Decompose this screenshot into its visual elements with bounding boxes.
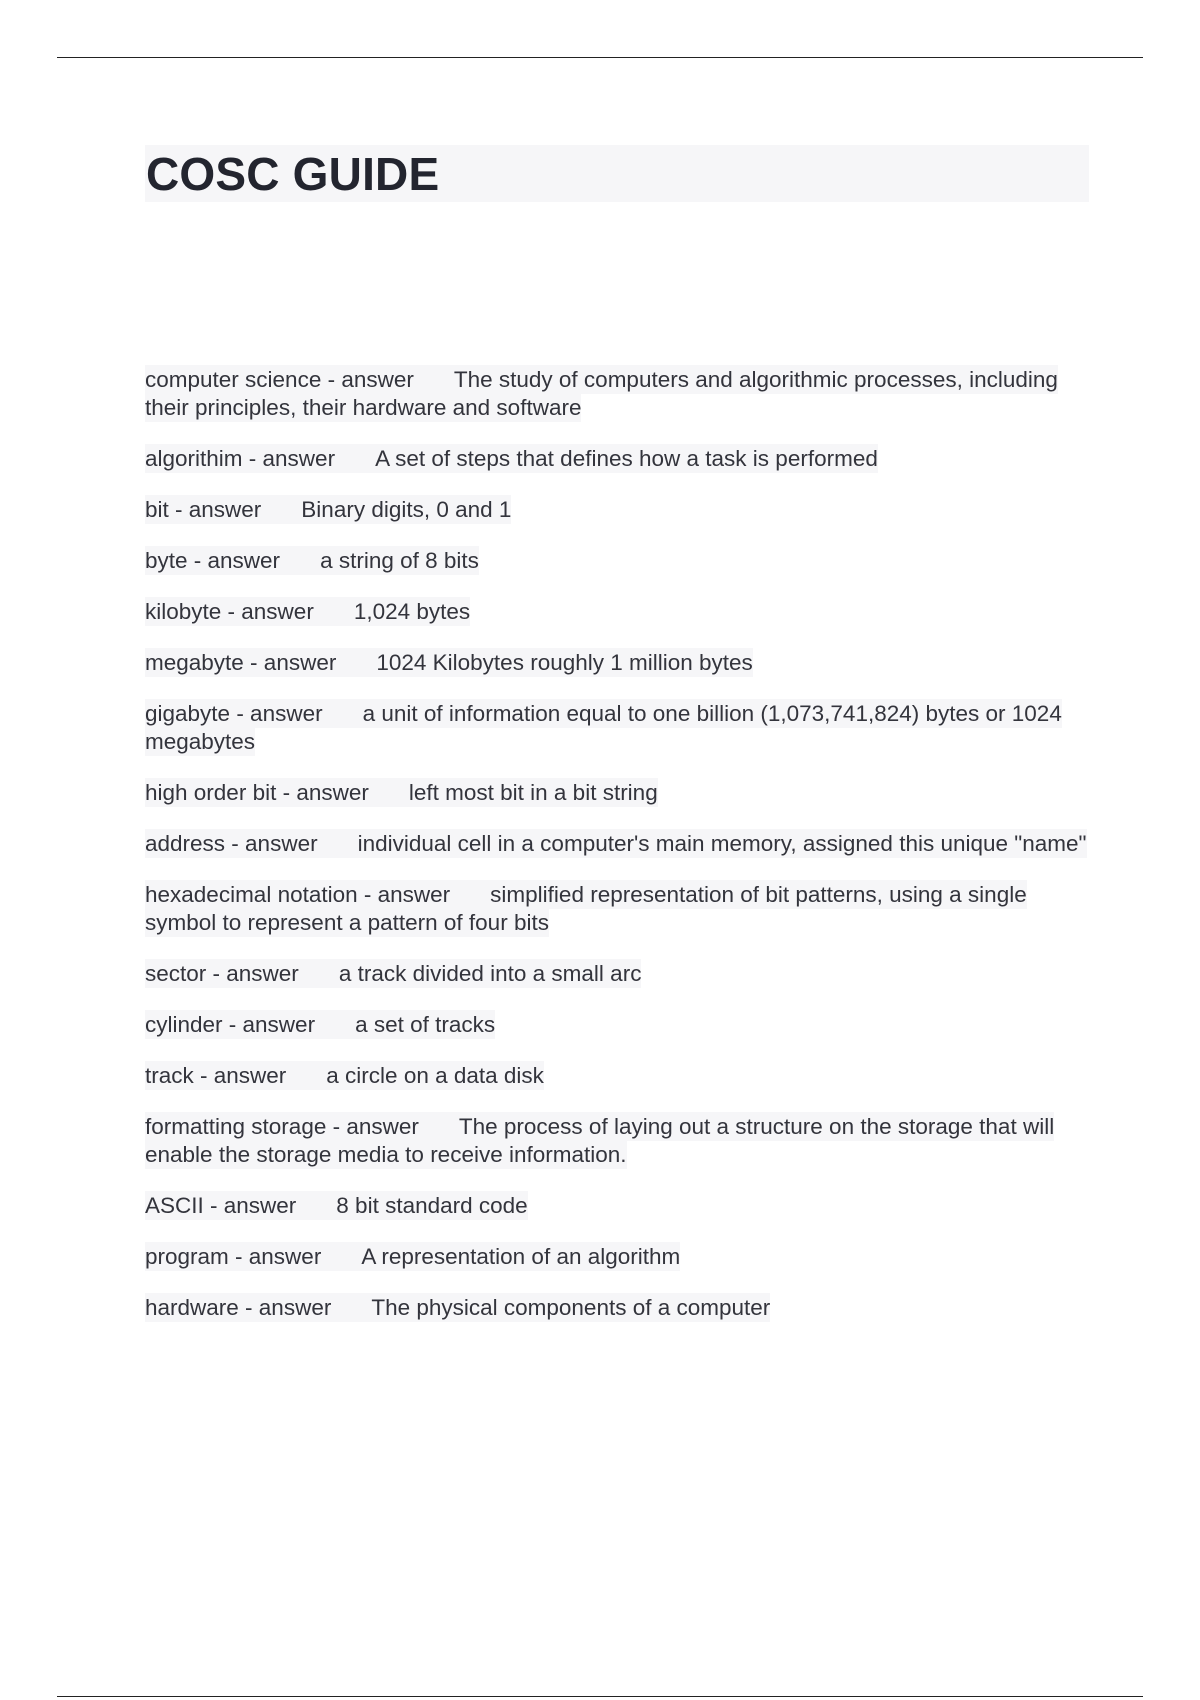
glossary-entry [145, 700, 1090, 756]
glossary-entry [145, 598, 1090, 626]
entry-term: hardware - answer [145, 1295, 332, 1320]
entry-term: byte - answer [145, 548, 281, 573]
glossary-entry [145, 830, 1090, 858]
glossary-entry [145, 547, 1090, 575]
document-title: COSC GUIDE [146, 148, 440, 200]
entry-term: kilobyte - answer [145, 599, 314, 624]
entry-definition: a circle on a data disk [326, 1063, 544, 1088]
entry-definition: individual cell in a computer's main memory, assigned this unique "name" [357, 831, 1087, 856]
entry-definition: The physical components of a computer [371, 1295, 771, 1320]
entry-term: address - answer [145, 831, 318, 856]
glossary-entry [145, 445, 1090, 473]
entry-term: megabyte - answer [145, 650, 337, 675]
entry-term: program - answer [145, 1244, 322, 1269]
entry-term: hexadecimal notation - answer [145, 882, 451, 907]
entry-definition: 1,024 bytes [353, 599, 471, 624]
entry-definition: 1024 Kilobytes roughly 1 million bytes [376, 650, 753, 675]
glossary-entry [145, 366, 1090, 422]
glossary-list [145, 366, 1090, 1345]
entry-definition: 8 bit standard code [336, 1193, 528, 1218]
bottom-rule [57, 1696, 1143, 1697]
glossary-entry [145, 1192, 1090, 1220]
entry-term: track - answer [145, 1063, 287, 1088]
entry-term: formatting storage - answer [145, 1114, 419, 1139]
entry-definition: The process of laying out a structure on the storage that will enable the storage media to receive information. [145, 1114, 1055, 1167]
entry-term: algorithim - answer [145, 446, 336, 471]
entry-term: ASCII - answer [145, 1193, 297, 1218]
top-rule [57, 57, 1143, 58]
glossary-entry [145, 779, 1090, 807]
glossary-entry [145, 1294, 1090, 1322]
entry-term: bit - answer [145, 497, 262, 522]
entry-definition: A representation of an algorithm [361, 1244, 681, 1269]
entry-definition: a string of 8 bits [320, 548, 479, 573]
entry-definition: a set of tracks [355, 1012, 496, 1037]
entry-definition: Binary digits, 0 and 1 [301, 497, 512, 522]
entry-definition: simplified representation of bit patterns, using a single symbol to represent a pattern of four bits [145, 882, 1027, 935]
entry-definition: a track divided into a small arc [338, 961, 642, 986]
entry-definition: The study of computers and algorithmic processes, including their principles, their hardware and software [145, 367, 1058, 420]
glossary-entry [145, 1243, 1090, 1271]
glossary-entry [145, 1011, 1090, 1039]
glossary-entry [145, 881, 1090, 937]
glossary-entry [145, 960, 1090, 988]
glossary-entry [145, 496, 1090, 524]
entry-term: high order bit - answer [145, 780, 369, 805]
entry-definition: left most bit in a bit string [408, 780, 658, 805]
entry-term: computer science - answer [145, 367, 414, 392]
glossary-entry [145, 649, 1090, 677]
entry-term: cylinder - answer [145, 1012, 316, 1037]
entry-term: sector - answer [145, 961, 299, 986]
glossary-entry [145, 1113, 1090, 1169]
entry-definition: A set of steps that defines how a task is performed [375, 446, 878, 471]
entry-definition: a unit of information equal to one billion (1,073,741,824) bytes or 1024 megabytes [145, 701, 1062, 754]
glossary-entry [145, 1062, 1090, 1090]
entry-term: gigabyte - answer [145, 701, 323, 726]
